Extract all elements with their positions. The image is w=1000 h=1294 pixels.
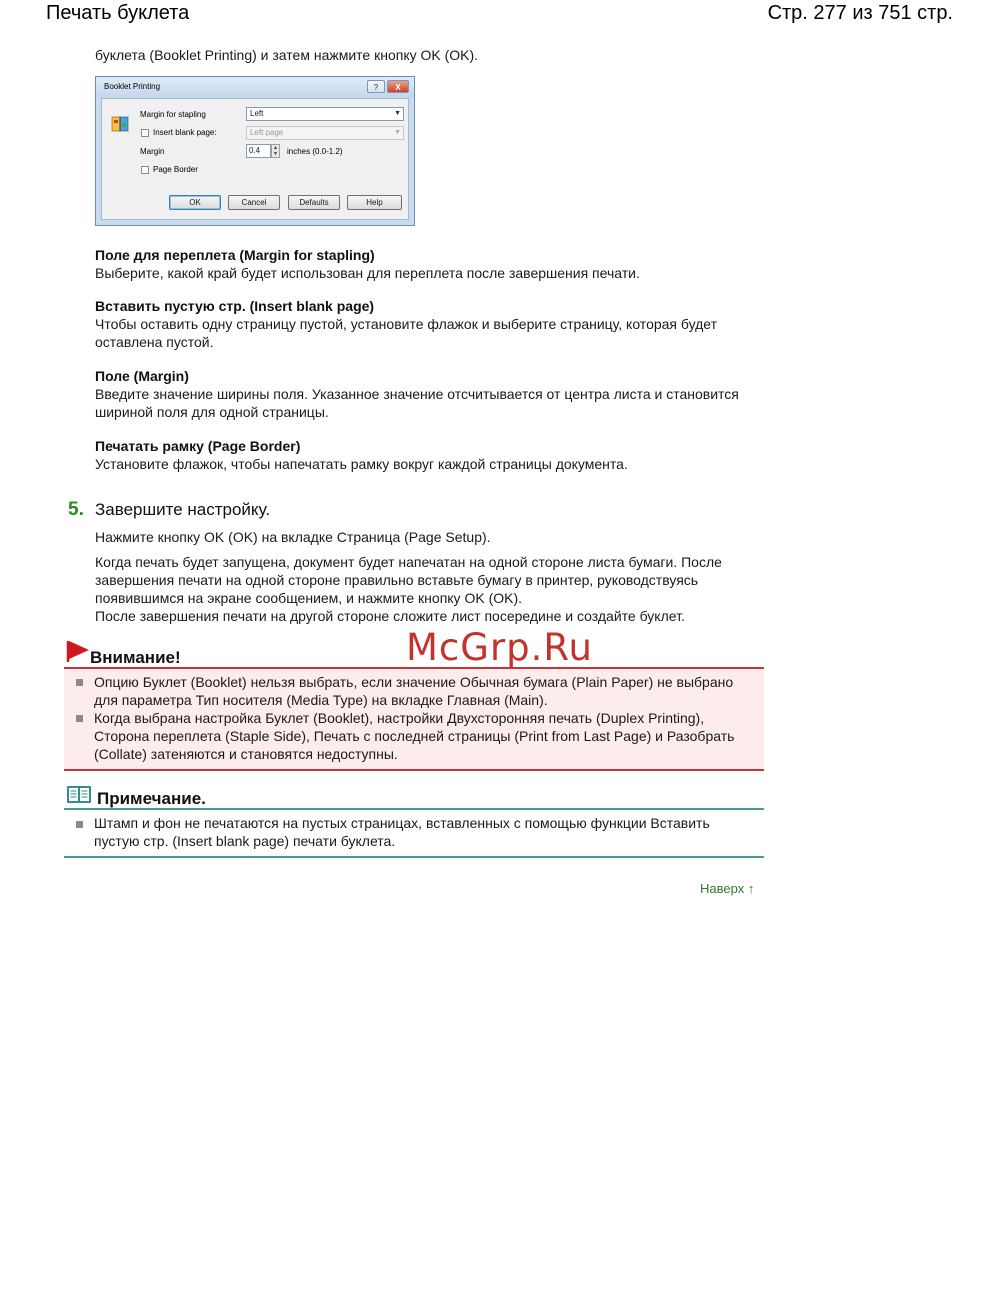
ok-button[interactable]: OK (169, 195, 221, 210)
titlebar-close-button[interactable]: X (387, 80, 409, 93)
definition-text: Выберите, какой край будет использован для переплета после завершения печати. (95, 265, 640, 281)
titlebar-help-button[interactable]: ? (367, 80, 385, 93)
dialog-title: Booklet Printing (104, 82, 161, 91)
definition-page-border (95, 437, 775, 473)
margin-for-stapling-value: Left (250, 109, 264, 118)
definition-term: Вставить пустую стр. (Insert blank page) (95, 298, 375, 314)
intro-text: буклета (Booklet Printing) и затем нажмите кнопку OK (OK). (95, 47, 479, 63)
definition-term: Поле (Margin) (95, 368, 189, 384)
note-divider-top (64, 808, 764, 810)
step-paragraph-2: Когда печать будет запущена, документ будет напечатан на одной стороне листа бумаги. После завершения печати на одной стороне правильно вставьте бумагу в принтер, руководствуясь появившимся на экране сообщением, и нажмите кнопку OK (OK). (95, 554, 722, 606)
note-block (64, 781, 764, 859)
margin-units-label: inches (0.0-1.2) (287, 147, 343, 156)
back-to-top-link[interactable] (700, 881, 754, 896)
chevron-down-icon: ▼ (394, 110, 401, 117)
page-border-label: Page Border (153, 165, 198, 174)
page-counter: Стр. 277 из 751 стр. (767, 2, 953, 24)
cancel-button[interactable]: Cancel (228, 195, 280, 210)
margin-input[interactable]: 0.4 (246, 144, 271, 158)
insert-blank-page-value: Left page (250, 128, 284, 137)
definition-text: Чтобы оставить одну страницу пустой, установите флажок и выберите страницу, которая будет оставлена пустой. (95, 316, 718, 350)
dialog-client-area (101, 98, 409, 220)
step-paragraph-1: Нажмите кнопку OK (OK) на вкладке Страница (Page Setup). (95, 529, 491, 545)
step-heading: Завершите настройку. (95, 500, 271, 519)
attention-item: Опцию Буклет (Booklet) нельзя выбрать, если значение Обычная бумага (Plain Paper) не выбрано для параметра Тип носителя (Media Type) на вкладке Главная (Main). (94, 674, 734, 708)
insert-blank-page-select[interactable] (246, 126, 404, 140)
open-book-icon (66, 784, 92, 804)
bullet-icon (76, 715, 83, 722)
definition-text: Введите значение ширины поля. Указанное значение отсчитывается от центра листа и становится шириной поля для одной страницы. (95, 386, 739, 420)
insert-blank-page-label: Insert blank page: (153, 128, 217, 137)
note-title: Примечание. (97, 789, 206, 808)
defaults-button[interactable]: Defaults (288, 195, 340, 210)
margin-for-stapling-label: Margin for stapling (140, 110, 206, 119)
warning-flag-icon (66, 640, 90, 662)
margin-for-stapling-select[interactable] (246, 107, 404, 121)
definition-term: Печатать рамку (Page Border) (95, 438, 301, 454)
booklet-icon (110, 114, 130, 134)
back-to-top-label: Наверх (700, 881, 745, 896)
definition-term: Поле для переплета (Margin for stapling) (95, 247, 375, 263)
attention-box (64, 667, 764, 771)
booklet-printing-dialog (95, 76, 415, 226)
bullet-icon (76, 679, 83, 686)
bullet-icon (76, 821, 83, 828)
note-divider-bottom (64, 856, 764, 858)
definition-margin (95, 367, 775, 421)
step-paragraph-3: После завершения печати на другой стороне сложите лист посередине и создайте буклет. (95, 608, 685, 624)
page-title: Печать буклета (46, 2, 190, 24)
margin-spin-buttons[interactable]: ▲ ▼ (271, 144, 280, 158)
dialog-titlebar (96, 77, 414, 98)
help-button[interactable]: Help (347, 195, 402, 210)
step-number: 5. (68, 499, 84, 520)
page-border-checkbox[interactable] (141, 166, 149, 174)
note-item: Штамп и фон не печатаются на пустых страницах, вставленных с помощью функции Вставить пустую стр. (Insert blank page) печати буклета. (94, 815, 710, 849)
attention-title: Внимание! (90, 648, 181, 667)
definition-margin-for-stapling (95, 246, 775, 282)
definition-text: Установите флажок, чтобы напечатать рамку вокруг каждой страницы документа. (95, 456, 628, 472)
page-header (0, 0, 1000, 30)
margin-label: Margin (140, 147, 165, 156)
arrow-up-icon: ↑ (747, 881, 755, 896)
definition-insert-blank-page (95, 297, 775, 351)
chevron-down-icon: ▼ (394, 129, 401, 136)
insert-blank-page-checkbox[interactable] (141, 129, 149, 137)
attention-item: Когда выбрана настройка Буклет (Booklet), настройки Двухсторонняя печать (Duplex Printing), Сторона переплета (Staple Side), Печать с последней страницы (Print from Last Page) и Разобрать (Collate) затеняются и становятся недоступны. (94, 710, 735, 762)
watermark: McGrp.Ru (406, 626, 593, 669)
